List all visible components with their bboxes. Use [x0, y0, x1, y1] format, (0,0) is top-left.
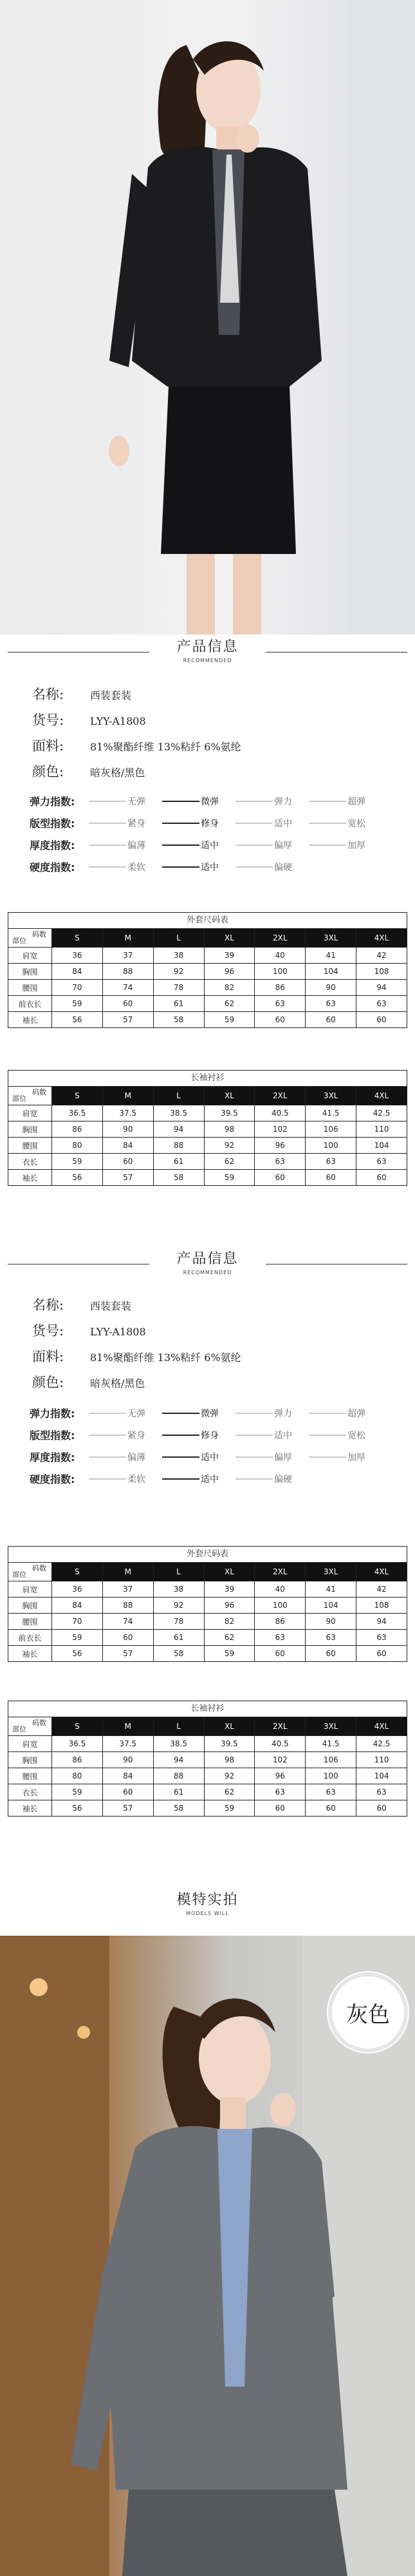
info-value: 西装套装	[90, 689, 132, 701]
info-row-name	[32, 684, 241, 710]
size-header: S	[52, 1717, 103, 1736]
size-header: 4XL	[356, 1563, 407, 1581]
hardness-index-row	[30, 855, 390, 877]
info-label: 颜色:	[32, 764, 64, 779]
size-header: 3XL	[306, 1087, 356, 1105]
table-row: 胸围 84 88 92 96 100 104 108	[8, 1598, 407, 1614]
size-header: 4XL	[356, 929, 407, 948]
index-option-selected: 微弹	[162, 795, 233, 808]
index-option: 无弹	[89, 795, 160, 808]
index-option: 柔软	[89, 1473, 160, 1485]
fit-index-row	[30, 812, 390, 834]
index-option: 宽松	[309, 1429, 380, 1442]
size-header: XL	[204, 1563, 255, 1581]
table-header-row	[8, 929, 407, 948]
size-header: S	[52, 1563, 103, 1581]
table-row: 胸围 84 88 92 96 100 104 108	[8, 964, 407, 980]
size-header: 4XL	[356, 1717, 407, 1736]
index-option: 超弹	[309, 795, 380, 808]
color-badge: 灰色	[328, 1972, 408, 2052]
fit-index-list-2	[30, 1402, 390, 1489]
index-label: 硬度指数:	[30, 1473, 75, 1485]
table-row: 肩宽 36 37 38 39 40 41 42	[8, 1581, 407, 1598]
index-label: 弹力指数:	[30, 796, 75, 808]
table-corner: 码数 部位	[8, 1087, 52, 1105]
info-label: 名称:	[32, 1297, 64, 1313]
table-row: 袖长 56 57 58 59 60 60 60	[8, 1646, 407, 1662]
table-row: 肩宽 36.5 37.5 38.5 39.5 40.5 41.5 42.5	[8, 1105, 407, 1121]
size-header: XL	[204, 1087, 255, 1105]
stretch-index-row	[30, 1402, 390, 1424]
index-option: 紧身	[89, 1429, 160, 1442]
index-label: 硬度指数:	[30, 861, 75, 873]
model-photo-black-suit	[0, 0, 415, 634]
table-title: 长袖衬衫	[8, 1070, 407, 1086]
index-option: 无弹	[89, 1407, 160, 1420]
index-option: 适中	[235, 817, 306, 830]
index-label: 厚度指数:	[30, 839, 75, 852]
size-header: L	[153, 1717, 204, 1736]
index-option-selected: 适中	[162, 1473, 233, 1485]
section-title: 产品信息	[176, 1251, 239, 1267]
info-value: 81%聚酯纤维 13%粘纤 6%氨纶	[90, 741, 241, 753]
index-option: 偏薄	[89, 839, 160, 852]
jacket-size-table-2	[8, 1546, 407, 1662]
index-option: 偏厚	[235, 839, 306, 852]
size-header: XL	[204, 1717, 255, 1736]
table-row: 前衣长 59 60 61 62 63 63 63	[8, 996, 407, 1012]
size-header: S	[52, 1087, 103, 1105]
size-header: 3XL	[306, 1563, 356, 1581]
index-option-selected: 适中	[162, 839, 233, 852]
shirt-size-table-2	[8, 1701, 407, 1817]
size-header: 2XL	[255, 1717, 306, 1736]
index-option-selected: 微弹	[162, 1407, 233, 1420]
info-label: 名称:	[32, 687, 64, 702]
index-option: 偏薄	[89, 1451, 160, 1464]
index-option: 弹力	[235, 795, 306, 808]
table-row: 腰围 80 84 88 92 96 100 104	[8, 1768, 407, 1784]
info-value: LYY-A1808	[90, 1326, 146, 1338]
product-info-list	[32, 684, 241, 787]
thickness-index-row	[30, 1445, 390, 1467]
product-info-list-2	[32, 1295, 241, 1398]
index-option: 柔软	[89, 861, 160, 873]
section-subtitle: RECOMMENDED	[183, 1270, 232, 1275]
size-header: M	[102, 1087, 153, 1105]
info-row-sku	[32, 710, 241, 736]
info-value: 西装套装	[90, 1300, 132, 1312]
info-value: LYY-A1808	[90, 715, 146, 727]
size-header: S	[52, 929, 103, 948]
info-value: 暗灰格/黑色	[90, 1377, 145, 1389]
table-row: 衣长 59 60 61 62 63 63 63	[8, 1154, 407, 1170]
index-label: 弹力指数:	[30, 1407, 75, 1420]
info-value: 81%聚酯纤维 13%粘纤 6%氨纶	[90, 1351, 241, 1364]
size-header: L	[153, 1563, 204, 1581]
index-option: 偏硬	[235, 1473, 306, 1485]
table-row: 肩宽 36.5 37.5 38.5 39.5 40.5 41.5 42.5	[8, 1736, 407, 1752]
size-header: M	[102, 1563, 153, 1581]
product-info-header	[0, 638, 415, 676]
info-row-color	[32, 761, 241, 787]
size-header: M	[102, 929, 153, 948]
info-row-color	[32, 1372, 241, 1398]
size-header: XL	[204, 929, 255, 948]
thickness-index-row	[30, 834, 390, 855]
table-row: 腰围 70 74 78 82 86 90 94	[8, 980, 407, 996]
table-title: 外套尺码表	[8, 1546, 407, 1562]
index-option-selected: 适中	[162, 1451, 233, 1464]
index-option-selected: 修身	[162, 817, 233, 830]
info-label: 货号:	[32, 1323, 64, 1339]
index-option-selected: 修身	[162, 1429, 233, 1442]
index-option: 超弹	[309, 1407, 380, 1420]
jacket-size-table	[8, 912, 407, 1028]
table-row: 衣长 59 60 61 62 63 63 63	[8, 1784, 407, 1800]
table-row: 胸围 86 90 94 98 102 106 110	[8, 1121, 407, 1138]
table-row: 肩宽 36 37 38 39 40 41 42	[8, 948, 407, 964]
table-title: 长袖衬衫	[8, 1701, 407, 1717]
info-row-name	[32, 1295, 241, 1321]
size-header: L	[153, 929, 204, 948]
table-corner: 码数 部位	[8, 1563, 52, 1581]
model-illustration-black	[0, 0, 415, 634]
info-label: 面料:	[32, 738, 64, 754]
product-info-header-2	[0, 1250, 415, 1288]
size-header: 2XL	[255, 1563, 306, 1581]
size-header: 4XL	[356, 1087, 407, 1105]
table-row: 袖长 56 57 58 59 60 60 60	[8, 1012, 407, 1028]
index-option: 宽松	[309, 817, 380, 830]
info-label: 面料:	[32, 1349, 64, 1364]
size-header: 3XL	[306, 1717, 356, 1736]
table-corner: 码数 部位	[8, 929, 52, 948]
index-label: 版型指数:	[30, 1429, 75, 1442]
index-option: 加厚	[309, 1451, 380, 1464]
info-row-sku	[32, 1321, 241, 1346]
index-option: 适中	[235, 1429, 306, 1442]
index-label: 厚度指数:	[30, 1451, 75, 1464]
index-label: 版型指数:	[30, 817, 75, 830]
hardness-index-row	[30, 1467, 390, 1489]
table-row: 袖长 56 57 58 59 60 60 60	[8, 1170, 407, 1186]
model-photo-grey-suit	[0, 1936, 415, 2576]
stretch-index-row	[30, 790, 390, 812]
table-row: 前衣长 59 60 61 62 63 63 63	[8, 1630, 407, 1646]
index-option: 弹力	[235, 1407, 306, 1420]
info-label: 货号:	[32, 712, 64, 728]
index-option: 偏厚	[235, 1451, 306, 1464]
size-header: 2XL	[255, 1087, 306, 1105]
table-header-row	[8, 1563, 407, 1581]
info-row-fabric	[32, 736, 241, 761]
table-row: 袖长 56 57 58 59 60 60 60	[8, 1800, 407, 1817]
fit-index-list	[30, 790, 390, 877]
section-title: 产品信息	[176, 639, 239, 655]
table-row: 腰围 70 74 78 82 86 90 94	[8, 1614, 407, 1630]
info-row-fabric	[32, 1346, 241, 1372]
info-value: 暗灰格/黑色	[90, 767, 145, 779]
table-corner: 码数 部位	[8, 1717, 52, 1736]
size-header: 3XL	[306, 929, 356, 948]
index-option: 紧身	[89, 817, 160, 830]
section-title: 模特实拍	[176, 1892, 239, 1908]
shirt-size-table	[8, 1070, 407, 1186]
table-row: 腰围 80 84 88 92 96 100 104	[8, 1138, 407, 1154]
index-option: 偏硬	[235, 861, 306, 873]
model-section-header	[0, 1891, 415, 1929]
section-subtitle: MODELS WILL	[186, 1911, 229, 1916]
table-header-row	[8, 1717, 407, 1736]
table-title: 外套尺码表	[8, 912, 407, 928]
size-header: L	[153, 1087, 204, 1105]
fit-index-row	[30, 1424, 390, 1445]
index-option: 加厚	[309, 839, 380, 852]
table-row: 胸围 86 90 94 98 102 106 110	[8, 1752, 407, 1768]
size-header: 2XL	[255, 929, 306, 948]
index-option-selected: 适中	[162, 861, 233, 873]
table-header-row	[8, 1087, 407, 1105]
size-header: M	[102, 1717, 153, 1736]
info-label: 颜色:	[32, 1375, 64, 1390]
section-subtitle: RECOMMENDED	[183, 658, 232, 663]
